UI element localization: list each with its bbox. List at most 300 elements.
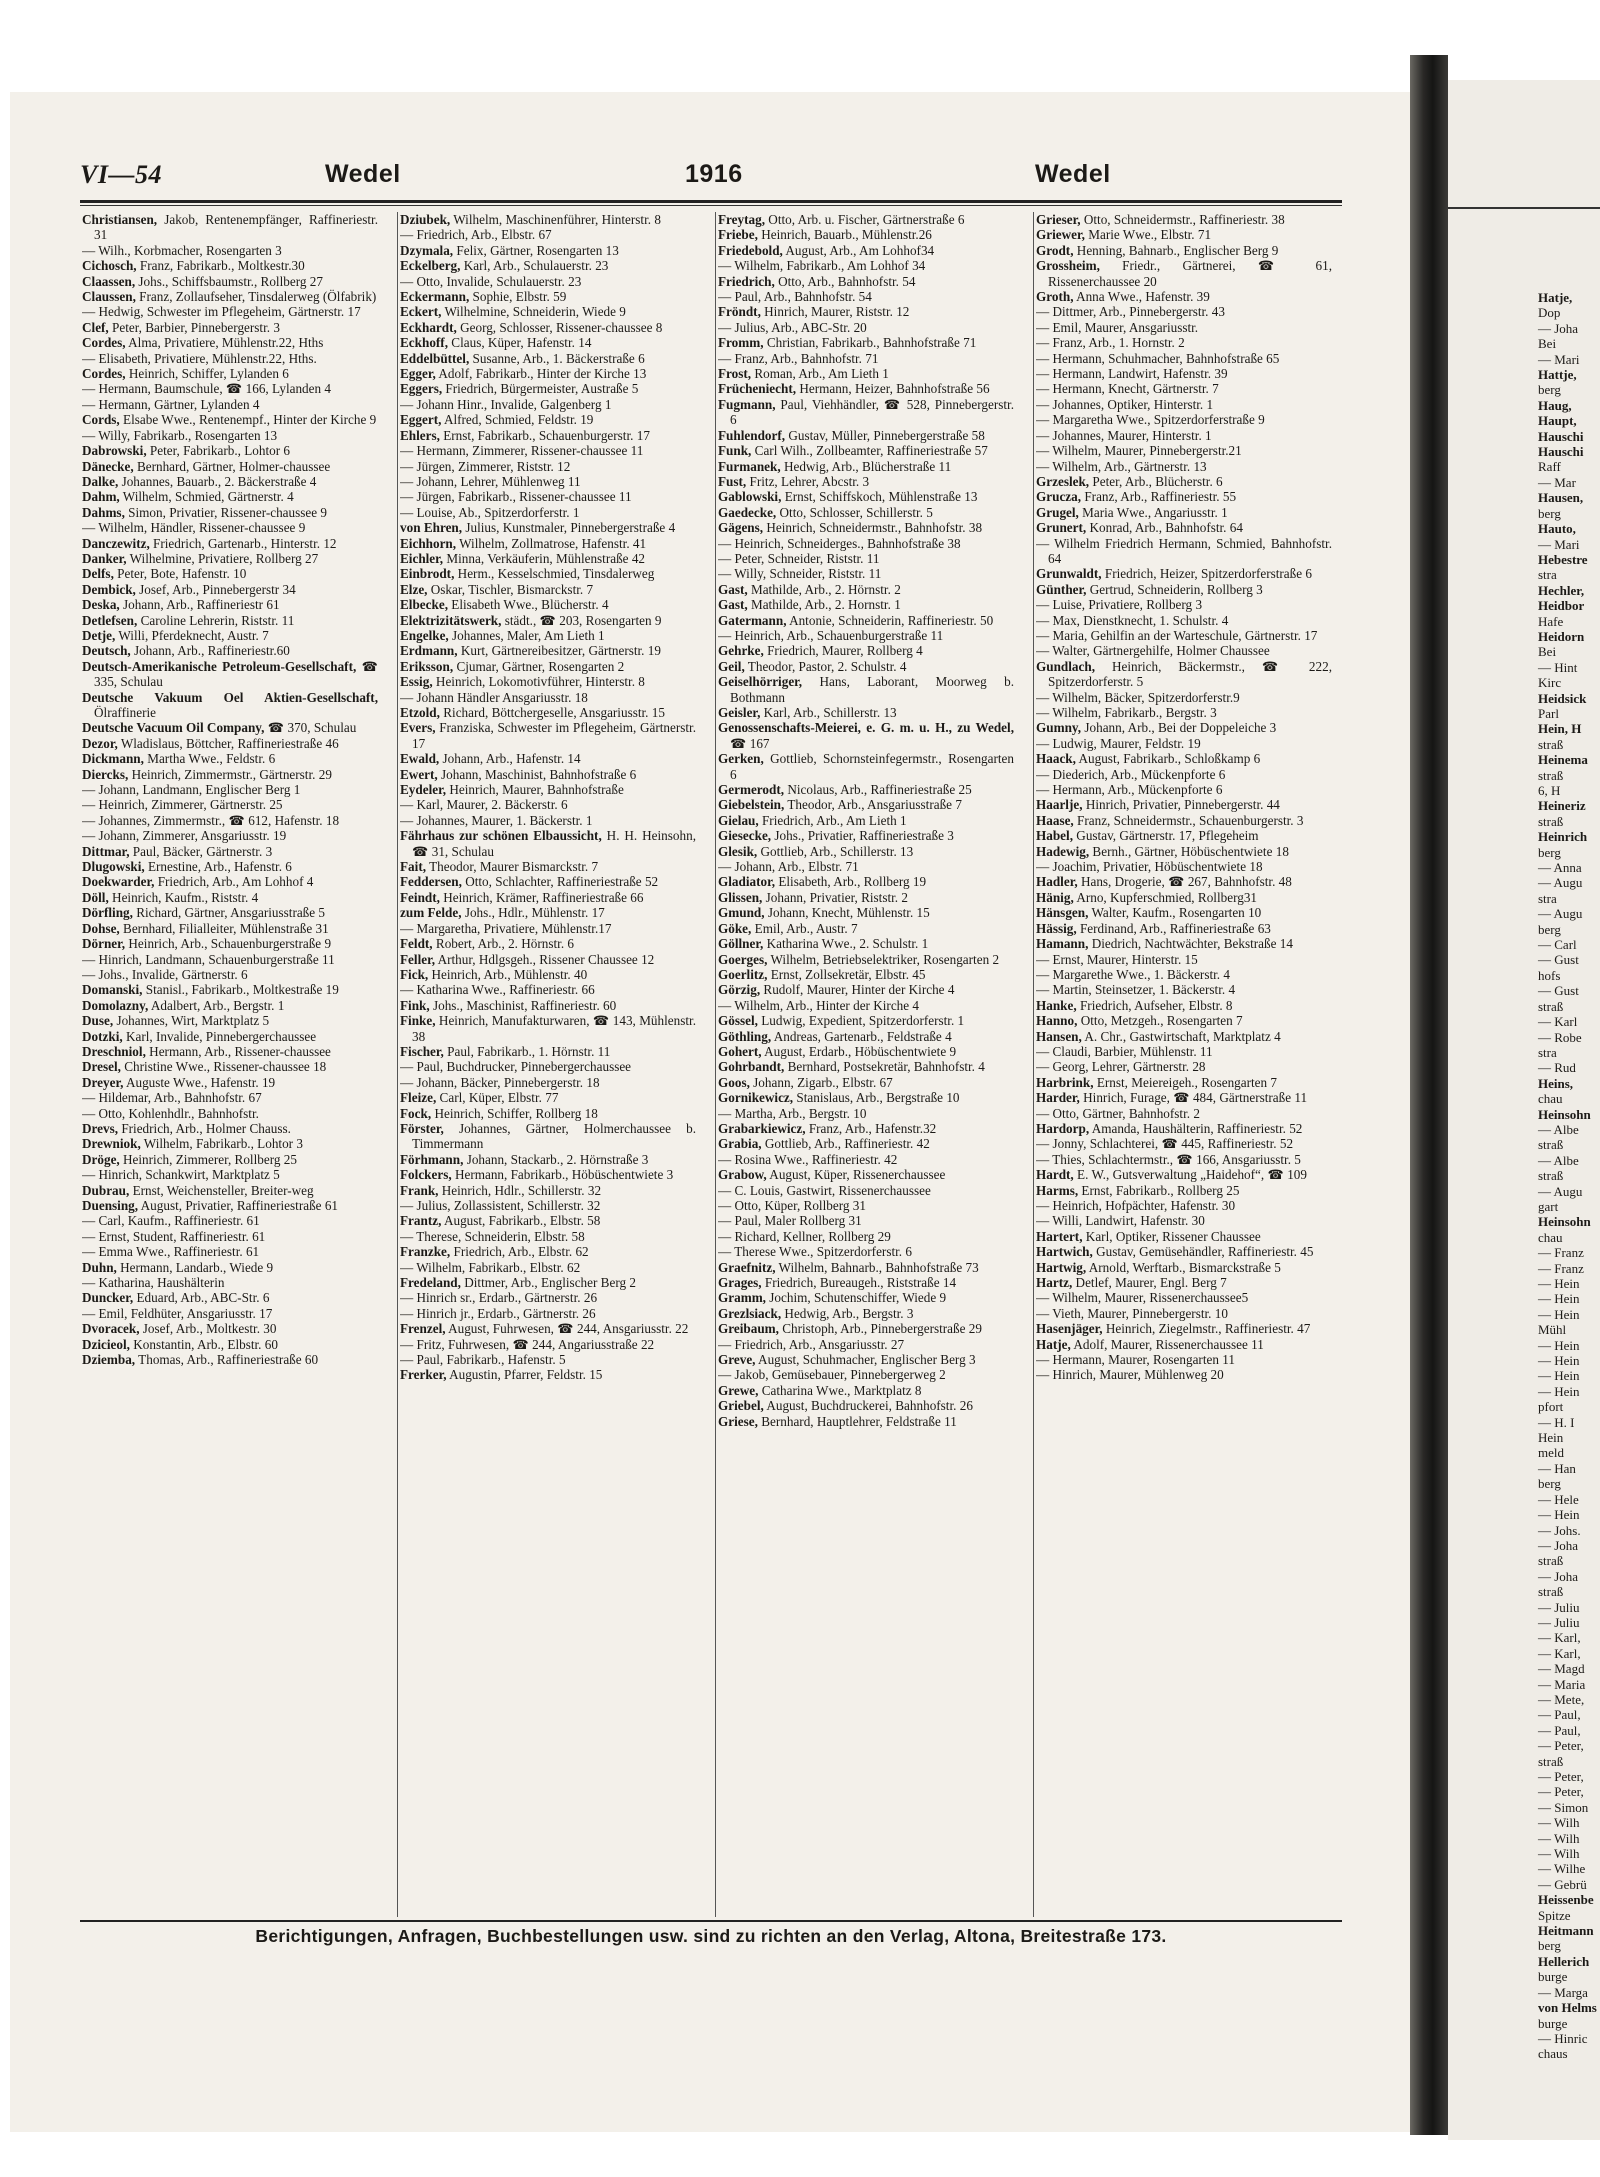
entry-details: Adalbert, Arb., Bergstr. 1 [148, 997, 285, 1013]
directory-entry [718, 1383, 1014, 1398]
next-page-line: burge [1538, 2015, 1568, 2031]
entry-details: Heinrich, Bäckermstr., ☎ 222, Spitzerdorferstr. 5 [1048, 658, 1332, 690]
directory-entry [718, 782, 1014, 797]
entry-details: Minna, Verkäuferin, Mühlenstraße 42 [443, 550, 646, 566]
entry-details: — Johann, Arb., Elbstr. 71 [718, 859, 859, 875]
directory-entry [400, 659, 696, 674]
entry-surname: Domanski, [82, 982, 143, 998]
publisher-footer: Berichtigungen, Anfragen, Buchbestellungen usw. sind zu richten an den Verlag, Altona, Breitestraße 173. [255, 1926, 1167, 1946]
entry-surname: Giebelstein, [718, 797, 785, 813]
entry-surname: Grabia, [718, 1136, 762, 1152]
directory-entry [718, 1306, 1014, 1321]
entry-details: — Diederich, Arb., Mückenpforte 6 [1036, 766, 1226, 782]
entry-details: Hedwig, Arb., Bergstr. 3 [781, 1305, 914, 1321]
next-page-line: — Karl, [1538, 1630, 1581, 1646]
entry-details: — Thies, Schlachtermstr., ☎ 166, Ansgariusstr. 5 [1036, 1151, 1301, 1167]
entry-details: Heinrich, Krämer, Raffineriestraße 66 [439, 889, 644, 905]
entry-details: Johann, Arb., Hafenstr. 14 [439, 751, 581, 767]
next-page-line: stra [1538, 890, 1557, 906]
entry-details: Friedrich, Arb., Holmer Chauss. [118, 1120, 291, 1136]
entry-details: Elsabe Wwe., Rentenempf., Hinter der Kirche 9 [119, 412, 377, 428]
entry-details: Hans, Laborant, Moorweg b. Bothmann [730, 674, 1014, 705]
next-page-line: Bei [1538, 336, 1557, 352]
entry-details: Katharina Wwe., 2. Schulstr. 1 [763, 936, 929, 952]
entry-details: Wilhelmine, Schneiderin, Wiede 9 [441, 304, 626, 320]
entry-details: Dittmer, Arb., Englischer Berg 2 [460, 1275, 636, 1291]
entry-details: Peter, Barbier, Pinnebergerstr. 3 [108, 319, 280, 335]
directory-entry [718, 751, 1014, 782]
entry-details: — Wilh., Korbmacher, Rosengarten 3 [82, 242, 282, 258]
entry-details: Ernst, Zollsekretär, Elbstr. 45 [767, 966, 926, 982]
entry-details: Carl, Küper, Elbstr. 77 [436, 1090, 559, 1106]
next-page-line: — Hein [1538, 1353, 1580, 1369]
directory-entry [718, 844, 1014, 859]
directory-entry [82, 274, 378, 289]
directory-entry [400, 443, 696, 458]
directory-entry [82, 797, 378, 812]
entry-details: — Wilhelm, Maurer, Rissenerchaussee5 [1036, 1290, 1249, 1306]
entry-details: Heinrich, Maurer, Bahnhofstraße [446, 782, 624, 798]
directory-entry [1036, 304, 1332, 319]
directory-entry [718, 890, 1014, 905]
entry-surname: Furmanek, [718, 458, 781, 474]
entry-surname: Feindt, [400, 889, 440, 905]
next-page-line: — Mete, [1538, 1691, 1585, 1707]
entry-details: — Franz, Arb., Bahnhofstr. 71 [718, 350, 879, 366]
entry-surname: Detlefsen, [82, 612, 138, 628]
entry-details: Emil, Arb., Austr. 7 [751, 920, 858, 936]
next-page-line: Heidorn [1538, 628, 1585, 644]
directory-entry [1036, 813, 1332, 828]
next-page-line: — Franz [1538, 1245, 1584, 1261]
entry-surname: Goerlitz, [718, 966, 768, 982]
directory-entry [82, 443, 378, 458]
entry-details: — Louise, Ab., Spitzerdorferstr. 1 [400, 504, 580, 520]
directory-entry [718, 874, 1014, 889]
entry-surname: Greibaum, [718, 1321, 779, 1337]
entry-details: Gottlieb, Arb., Schillerstr. 13 [757, 843, 914, 859]
directory-entry [400, 381, 696, 396]
next-page-line: — Wilh [1538, 1830, 1580, 1846]
entry-details: Franziska, Schwester im Pflegeheim, Gärtnerstr. 17 [412, 720, 696, 751]
entry-details: Stanislaus, Arb., Bergstraße 10 [793, 1090, 960, 1106]
entry-surname: Dlugowski, [82, 859, 145, 875]
directory-entry [718, 1121, 1014, 1136]
next-page-line: Haug, [1538, 397, 1572, 413]
entry-surname: Gmund, [718, 905, 765, 921]
directory-entry [400, 459, 696, 474]
entry-details: Christian, Fabrikarb., Bahnhofstraße 71 [763, 335, 977, 351]
directory-entry [1036, 397, 1332, 412]
entry-details: Jochim, Schutenschiffer, Wiede 9 [765, 1290, 947, 1306]
entry-surname: Dörner, [82, 936, 126, 952]
directory-entry [82, 1352, 378, 1367]
directory-entry [718, 551, 1014, 566]
entry-surname: Gehrke, [718, 643, 764, 659]
entry-details: — Johs., Invalide, Gärtnerstr. 6 [82, 966, 248, 982]
entry-surname: Grages, [718, 1275, 762, 1291]
entry-surname: Dvoracek, [82, 1321, 140, 1337]
header-year: 1916 [685, 160, 743, 188]
entry-details: — Franz, Arb., 1. Hornstr. 2 [1036, 335, 1185, 351]
entry-details: Walter, Kaufm., Rosengarten 10 [1088, 905, 1262, 921]
entry-details: Gertrud, Schneiderin, Rollberg 3 [1086, 581, 1263, 597]
directory-entry [82, 1090, 378, 1105]
entry-surname: Freytag, [718, 212, 765, 227]
directory-entry [1036, 289, 1332, 304]
directory-entry [82, 1213, 378, 1228]
directory-entry [718, 628, 1014, 643]
next-page-line: straß [1538, 1753, 1564, 1769]
directory-entry [718, 1029, 1014, 1044]
entry-surname: Eckhoff, [400, 335, 448, 351]
directory-entry [82, 1337, 378, 1352]
entry-surname: Doekwarder, [82, 874, 155, 890]
next-page-line: berg [1538, 921, 1561, 937]
directory-entry [82, 381, 378, 396]
entry-surname: Haarlje, [1036, 797, 1083, 813]
next-page-line: berg [1538, 1938, 1561, 1954]
entry-details: Mathilde, Arb., 2. Hornstr. 1 [747, 597, 901, 613]
entry-details: Friedrich, Maurer, Rollberg 4 [763, 643, 923, 659]
entry-details: Peter, Bote, Hafenstr. 10 [113, 566, 247, 582]
entry-details: Johann, Maschinist, Bahnhofstraße 6 [437, 766, 637, 782]
directory-entry [718, 1059, 1014, 1074]
directory-entry [1036, 751, 1332, 766]
entry-details: Franz, Zollaufseher, Tinsdalerweg (Ölfabrik) [135, 289, 377, 305]
directory-entry [400, 258, 696, 273]
entry-surname: Cords, [82, 412, 120, 428]
entry-details: Johann, Privatier, Riststr. 2 [762, 889, 908, 905]
directory-entry [1036, 412, 1332, 427]
next-page-line: straß [1538, 1553, 1564, 1569]
entry-surname: Hartwich, [1036, 1244, 1093, 1260]
entry-surname: Gerken, [718, 751, 764, 767]
directory-entry [718, 1352, 1014, 1367]
entry-surname: Fredeland, [400, 1275, 461, 1291]
directory-entry [400, 227, 696, 242]
entry-details: ☎ 370, Schulau [264, 720, 357, 736]
entry-details: — Hinrich, Landmann, Schauenburgerstraße 11 [82, 951, 335, 967]
entry-details: — Wilhelm, Händler, Rissener-chaussee 9 [82, 520, 306, 536]
entry-details: Fritz, Lehrer, Abcstr. 3 [746, 473, 870, 489]
directory-entry [718, 1167, 1014, 1182]
entry-details: Bernhard, Hauptlehrer, Feldstraße 11 [757, 1413, 957, 1429]
entry-surname: Dreschniol, [82, 1043, 146, 1059]
entry-details: Herm., Kesselschmied, Tinsdalerweg [454, 566, 655, 582]
entry-surname: Eydeler, [400, 782, 447, 798]
entry-surname: Duncker, [82, 1290, 134, 1306]
entry-details: Wilhelm, Betriebselektriker, Rosengarten 2 [767, 951, 1000, 967]
entry-surname: Delfs, [82, 566, 114, 582]
entry-details: Ernst, Schiffskoch, Mühlenstraße 13 [781, 489, 978, 505]
directory-column-4 [1036, 212, 1332, 1917]
entry-surname: Gast, [718, 597, 748, 613]
directory-entry [718, 1075, 1014, 1090]
entry-surname: Gaedecke, [718, 504, 777, 520]
directory-entry [718, 1260, 1014, 1275]
directory-entry [718, 1398, 1014, 1413]
entry-details: Anna Wwe., Hafenstr. 39 [1073, 289, 1210, 305]
entry-surname: Dänecke, [82, 458, 134, 474]
entry-details: Julius, Kunstmaler, Pinnebergerstraße 4 [462, 520, 676, 536]
directory-entry [718, 859, 1014, 874]
entry-surname: Feller, [400, 951, 436, 967]
entry-details: Richard, Böttchergeselle, Ansgariusstr. 15 [439, 705, 665, 720]
entry-surname: Hasenjäger, [1036, 1321, 1103, 1337]
next-page-entries [1538, 290, 1600, 2062]
entry-surname: Engelke, [400, 627, 449, 643]
directory-entry [82, 952, 378, 967]
directory-entry [1036, 474, 1332, 489]
entry-details: — Willi, Landwirt, Hafenstr. 30 [1036, 1213, 1205, 1229]
entry-details: Franz, Arb., Hafenstr.32 [805, 1120, 937, 1136]
entry-surname: Gatermann, [718, 612, 787, 628]
directory-entry [1036, 1213, 1332, 1228]
directory-entry [1036, 720, 1332, 735]
entry-details: Friedrich, Arb., Am Lieth 1 [758, 812, 907, 828]
entry-surname: Dembick, [82, 581, 136, 597]
next-page-line: Heidsick [1538, 690, 1587, 706]
entry-details: Konrad, Arb., Bahnhofstr. 64 [1086, 520, 1243, 536]
entry-details: Friedrich, Heizer, Spitzerdorferstraße 6 [1101, 566, 1312, 582]
entry-surname: Hatje, [1036, 1336, 1071, 1352]
entry-surname: Gladiator, [718, 874, 776, 890]
entry-surname: Ewert, [400, 766, 438, 782]
directory-entry [400, 1229, 696, 1244]
directory-entry [718, 1136, 1014, 1151]
entry-details: — Wilhelm, Fabrikarb., Bergstr. 3 [1036, 705, 1217, 720]
directory-entry [718, 905, 1014, 920]
directory-entry [718, 705, 1014, 720]
entry-details: — Johannes, Maurer, 1. Bäckerstr. 1 [400, 812, 593, 828]
directory-entry [400, 1321, 696, 1336]
entry-details: Wilhelmine, Privatiere, Rollberg 27 [126, 550, 319, 566]
entry-details: — Emil, Feldhüter, Ansgariusstr. 17 [82, 1305, 273, 1321]
directory-entry [400, 643, 696, 658]
entry-details: Robert, Arb., 2. Hörnstr. 6 [432, 936, 575, 952]
entry-surname: Gielau, [718, 812, 759, 828]
entry-details: Rudolf, Maurer, Hinter der Kirche 4 [760, 982, 955, 998]
directory-entry [82, 1121, 378, 1136]
entry-details: Peter, Arb., Blücherstr. 6 [1089, 473, 1223, 489]
directory-entry [718, 397, 1014, 428]
next-page-line: berg [1538, 1476, 1561, 1492]
entry-details: Heinrich, Arb., Mühlenstr. 40 [428, 966, 588, 982]
entry-surname: Dabrowski, [82, 443, 147, 459]
directory-entry [1036, 351, 1332, 366]
directory-entry [82, 1275, 378, 1290]
entry-surname: Haack, [1036, 751, 1076, 767]
next-page-line: meld [1538, 1445, 1564, 1461]
entry-details: Ernst, Fabrikarb., Rollberg 25 [1078, 1182, 1240, 1198]
directory-entry [718, 1198, 1014, 1213]
entry-details: — Luise, Privatiere, Rollberg 3 [1036, 597, 1203, 613]
directory-entry [1036, 1090, 1332, 1105]
directory-entry [1036, 613, 1332, 628]
directory-entry [400, 674, 696, 689]
directory-entry [1036, 1075, 1332, 1090]
directory-entry [400, 905, 696, 920]
entry-surname: Greve, [718, 1352, 756, 1368]
entry-surname: Grewe, [718, 1382, 759, 1398]
directory-entry [400, 967, 696, 982]
directory-entry [1036, 1260, 1332, 1275]
entry-surname: Eckert, [400, 304, 442, 320]
directory-entry [718, 720, 1014, 751]
next-page-line: Mühl [1538, 1322, 1567, 1338]
entry-surname: Diercks, [82, 766, 129, 782]
directory-entry [400, 890, 696, 905]
directory-entry [400, 1075, 696, 1090]
entry-details: — Friedrich, Arb., Elbstr. 67 [400, 227, 552, 243]
directory-entry [718, 1321, 1014, 1336]
directory-entry [1036, 628, 1332, 643]
directory-entry [1036, 1059, 1332, 1074]
directory-entry [82, 289, 378, 304]
directory-entry [400, 1013, 696, 1044]
entry-surname: Grucza, [1036, 489, 1082, 505]
directory-entry [1036, 643, 1332, 658]
entry-details: — Willy, Fabrikarb., Rosengarten 13 [82, 427, 278, 443]
directory-entry [400, 705, 696, 720]
directory-entry [1036, 1167, 1332, 1182]
next-page-line: — Franz [1538, 1260, 1584, 1276]
entry-details: Johs., Hdlr., Mühlenstr. 17 [461, 905, 605, 921]
entry-surname: Göthling, [718, 1028, 772, 1044]
entry-details: — Vieth, Maurer, Pinnebergerstr. 10 [1036, 1305, 1228, 1321]
next-page-line: Heitmann [1538, 1923, 1594, 1939]
entry-surname: Görzig, [718, 982, 761, 998]
directory-entry [82, 782, 378, 797]
entry-surname: Hänig, [1036, 889, 1074, 905]
directory-entry [400, 320, 696, 335]
directory-entry [400, 767, 696, 782]
entry-surname: Grossheim, [1036, 258, 1100, 274]
entry-surname: Eddelbüttel, [400, 350, 470, 366]
next-page-line: — Juliu [1538, 1599, 1580, 1615]
entry-details: Christoph, Arb., Pinnebergerstraße 29 [778, 1321, 982, 1337]
entry-details: Jakob, Rentenempfänger, Raffineriestr. 31 [94, 212, 378, 243]
directory-entry [718, 952, 1014, 967]
entry-details: — Martha, Arb., Bergstr. 10 [718, 1105, 867, 1121]
next-page-line: — Paul, [1538, 1707, 1581, 1723]
directory-entry [400, 1260, 696, 1275]
directory-entry [82, 1198, 378, 1213]
directory-column-3 [718, 212, 1014, 1917]
entry-details: — Hinrich, Maurer, Mühlenweg 20 [1036, 1367, 1224, 1383]
entry-details: Peter, Fabrikarb., Lohtor 6 [146, 443, 291, 459]
entry-details: — Margaretha Wwe., Spitzerdorferstraße 9 [1036, 412, 1265, 428]
entry-details: Hermann, Fabrikarb., Höbüschentwiete 3 [451, 1167, 674, 1183]
next-page-line: — Albe [1538, 1121, 1579, 1137]
entry-details: Sophie, Elbstr. 59 [469, 289, 567, 305]
entry-surname: Frenzel, [400, 1321, 446, 1337]
entry-surname: Goos, [718, 1074, 750, 1090]
directory-entry [82, 1260, 378, 1275]
next-page-line: berg [1538, 505, 1561, 521]
entry-details: — Johannes, Maurer, Hinterstr. 1 [1036, 427, 1212, 443]
entry-details: — Wilhelm, Maurer, Pinnebergerstr.21 [1036, 443, 1242, 459]
directory-entry [718, 536, 1014, 551]
directory-entry [400, 1167, 696, 1182]
directory-entry [718, 982, 1014, 997]
entry-surname: Feddersen, [400, 874, 462, 890]
entry-details: Heinrich, Zimmerer, Rollberg 25 [119, 1151, 297, 1167]
entry-details: Johann, Stackarb., 2. Hörnstraße 3 [463, 1151, 649, 1167]
entry-details: — Hermann, Knecht, Gärtnerstr. 7 [1036, 381, 1219, 397]
entry-details: Johann, Arb., Raffineriestr 61 [119, 597, 280, 613]
entry-surname: Frantz, [400, 1213, 442, 1229]
next-page-line: chau [1538, 1091, 1563, 1107]
entry-surname: Graefnitz, [718, 1259, 776, 1275]
entry-surname: Detje, [82, 627, 116, 643]
entry-surname: Hartert, [1036, 1228, 1083, 1244]
entry-details: — Hermann, Landwirt, Hafenstr. 39 [1036, 366, 1228, 382]
entry-surname: Einbrodt, [400, 566, 455, 582]
directory-entry [1036, 874, 1332, 889]
entry-details: Heinrich, Schiffer, Rollberg 18 [431, 1105, 598, 1121]
entry-details: Arthur, Hdlgsgeh., Rissener Chaussee 12 [435, 951, 655, 967]
directory-entry [400, 1152, 696, 1167]
directory-entry [82, 566, 378, 581]
entry-details: Johannes, Bauarb., 2. Bäckerstraße 4 [118, 473, 317, 489]
directory-entry [718, 428, 1014, 443]
entry-details: Wilhelm, Fabrikarb., Lohtor 3 [140, 1136, 303, 1152]
next-page-line: — Paul, [1538, 1722, 1581, 1738]
entry-surname: Göke, [718, 920, 752, 936]
entry-surname: Dröge, [82, 1151, 120, 1167]
directory-entry [718, 1414, 1014, 1429]
entry-surname: Dörfling, [82, 905, 133, 921]
next-page-line: — Johs. [1538, 1522, 1581, 1538]
next-page-line: Hebestre [1538, 551, 1588, 567]
entry-surname: Gramm, [718, 1290, 766, 1306]
directory-entry [1036, 459, 1332, 474]
next-page-line: gart [1538, 1198, 1559, 1214]
entry-details: Hermann, Heizer, Bahnhofstraße 56 [796, 381, 990, 397]
next-page-line: — Peter, [1538, 1738, 1584, 1754]
entry-details: Ernestine, Arb., Hafenstr. 6 [144, 859, 292, 875]
directory-entry [82, 659, 378, 690]
entry-details: — Fritz, Fuhrwesen, ☎ 244, Angariusstraße 22 [400, 1336, 655, 1352]
entry-surname: Dresel, [82, 1059, 121, 1075]
entry-surname: Friebe, [718, 227, 758, 243]
directory-entry [718, 613, 1014, 628]
directory-entry [1036, 736, 1332, 751]
next-page-line: straß [1538, 998, 1564, 1014]
entry-details: — Otto, Kohlenhdlr., Bahnhofstr. [82, 1105, 259, 1121]
directory-entry [718, 381, 1014, 396]
entry-details: — Jürgen, Fabrikarb., Rissener-chaussee 11 [400, 489, 632, 505]
entry-details: Adolf, Fabrikarb., Hinter der Kirche 13 [435, 366, 647, 382]
directory-entry [400, 335, 696, 350]
entry-details: Otto, Arb., Bahnhofstr. 54 [774, 273, 916, 289]
directory-entry [1036, 782, 1332, 797]
directory-entry [400, 212, 696, 227]
entry-surname: Friedebold, [718, 242, 783, 258]
entry-details: — Heinrich, Arb., Schauenburgerstraße 11 [718, 627, 944, 643]
directory-entry [718, 1106, 1014, 1121]
directory-entry [82, 967, 378, 982]
entry-details: Heinrich, Kaufm., Riststr. 4 [108, 889, 259, 905]
directory-entry [718, 1275, 1014, 1290]
directory-entry [82, 320, 378, 335]
next-page-line: von Helms [1538, 2000, 1597, 2016]
entry-details: Augustin, Pfarrer, Feldstr. 15 [446, 1367, 603, 1383]
entry-surname: Hartwig, [1036, 1259, 1087, 1275]
entry-surname: Drewniok, [82, 1136, 141, 1152]
